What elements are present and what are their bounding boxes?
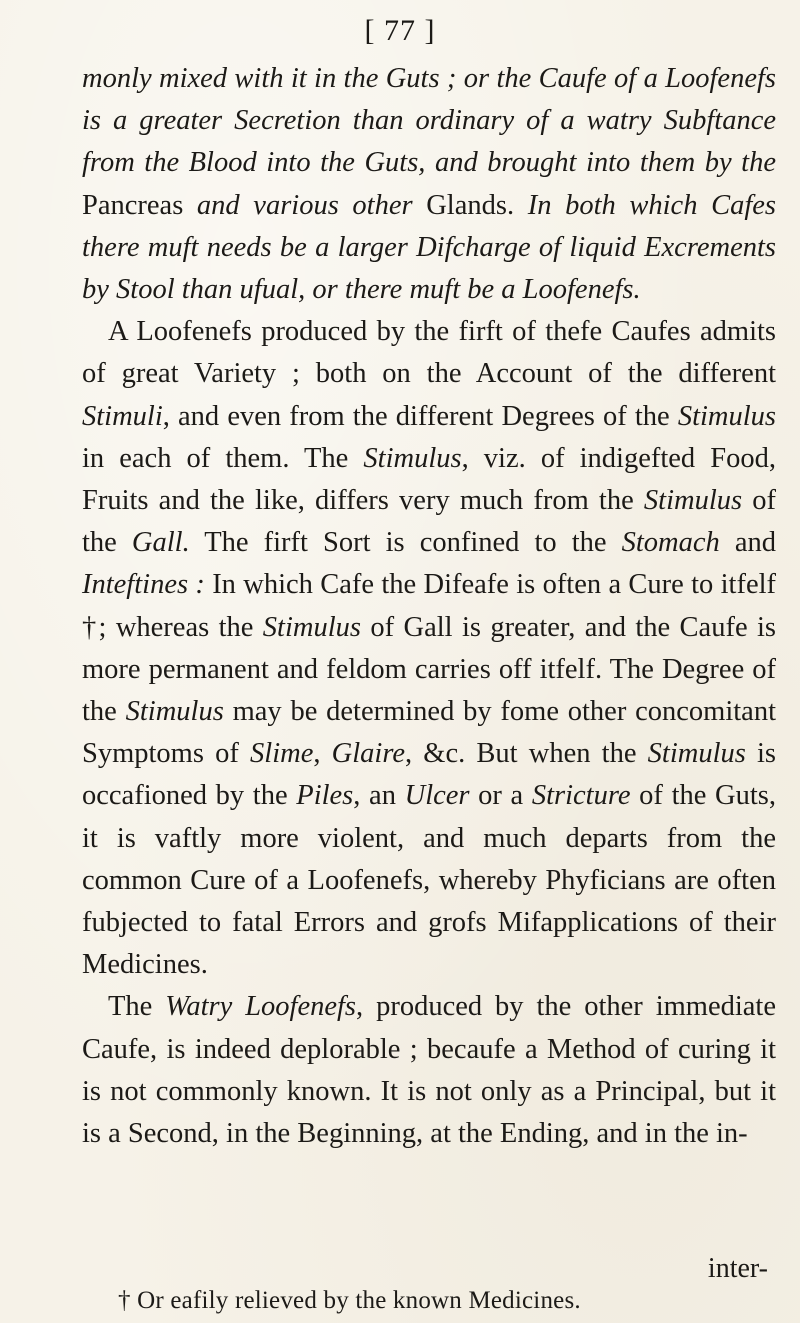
italic-text-run: Slime	[250, 738, 314, 770]
text-run: , viz. of indigefted Food, Fruits and the like, differs very much from the	[82, 442, 776, 517]
text-run: of the Guts, it is vaftly more violent, and much departs from the common Cure of a Loofenefs, whereby Phyficians are often fubjected to fatal Errors and grofs Mifapplications of their Medicines.	[82, 780, 777, 981]
text-run: , produced by the other immediate Caufe, is indeed deplorable ; becaufe a Method of curing it is not commonly known. It is not only as a Principal, but it is a Second, in the Beginning, at the Ending, and in the in-	[82, 991, 776, 1150]
text-run: may be determined by fome other concomitant Symptoms of	[82, 696, 776, 770]
text-run: is occafioned by the	[82, 738, 777, 812]
text-run: Glands.	[426, 189, 528, 221]
text-run: of the	[82, 485, 777, 559]
text-run: ,	[313, 738, 332, 770]
body-text	[82, 58, 776, 1155]
text-run: In which Cafe the Difeafe is often a Cure to itfelf †; whereas the	[82, 569, 777, 643]
italic-text-run: Stimulus	[643, 485, 743, 517]
italic-text-run: and various other	[196, 189, 427, 221]
text-run: of Gall is greater, and the Caufe is more permanent and feldom carries off itfelf. The Degree of the	[82, 611, 776, 728]
italic-text-run: Glaire	[331, 738, 406, 770]
italic-text-run: Ulcer	[404, 780, 470, 812]
text-run: and	[719, 527, 776, 559]
text-run: in each of them. The	[82, 442, 364, 474]
italic-text-run: Stimulus	[363, 442, 462, 474]
paragraph	[82, 58, 776, 311]
paragraph	[82, 311, 776, 986]
italic-text-run: Stricture	[531, 780, 631, 812]
italic-text-run: Watry Loofenefs	[165, 991, 357, 1023]
italic-text-run: Gall.	[131, 527, 190, 559]
catchword: inter-	[707, 1253, 768, 1284]
italic-text-run: Stimulus	[262, 611, 361, 643]
italic-text-run: Stomach	[621, 527, 720, 559]
text-run: , &c. But when the	[405, 738, 648, 770]
text-run: Pancreas	[82, 189, 197, 221]
text-run: The	[108, 991, 166, 1023]
italic-text-run: In both which Cafes there muft needs be a larger Difcharge of liquid Excrements by Stool than ufual, or there muft be a Loofenefs.	[82, 189, 777, 306]
italic-text-run: Stimulus	[677, 400, 776, 432]
italic-text-run: Stimulus	[125, 696, 224, 728]
italic-text-run: Piles	[296, 780, 354, 812]
text-run: A Loofenefs produced by the firft of thefe Caufes admits of great Variety ; both on the Account of the different	[82, 316, 776, 390]
text-run: The firft Sort is confined to the	[189, 527, 622, 559]
page-number: [ 77 ]	[364, 14, 436, 47]
text-run: or a	[469, 780, 532, 812]
paragraph	[82, 986, 776, 1155]
italic-text-run: Stimuli	[82, 400, 163, 432]
italic-text-run: monly mixed with it in the Guts ; or the Caufe of a Loofenefs is a greater Secretion than ordinary of a watry Subftance from the Blood into the Guts, and brought into them by the	[82, 63, 776, 179]
italic-text-run: Stimulus	[647, 738, 746, 770]
footnote: † Or eafily relieved by the known Medicines.	[118, 1287, 581, 1314]
text-run: , an	[353, 780, 405, 812]
text-run: , and even from the different Degrees of the	[162, 400, 678, 432]
italic-text-run: Inteftines :	[82, 569, 205, 601]
